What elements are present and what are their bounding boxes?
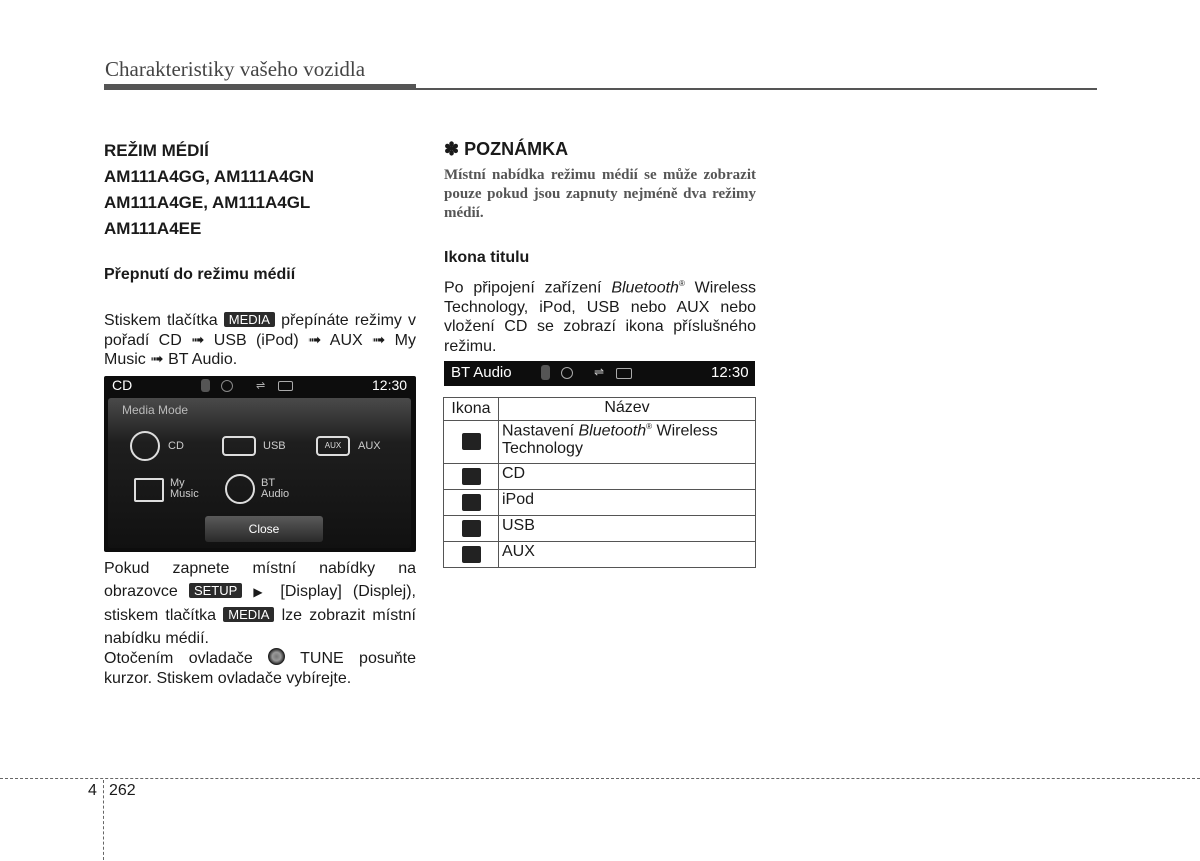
icon-section-title: Ikona titulu [444,249,530,266]
aux-item-label[interactable]: AUX [358,440,381,452]
paragraph-1: Stiskem tlačítka MEDIA přepínáte režimy v pořadí CD ➟ USB (iPod) ➟ AUX ➟ My Music ➟ BT Audio. [104,312,416,368]
heading-line: AM111A4GE, AM111A4GL [104,193,311,212]
bt-bar-clock: 12:30 [711,364,749,381]
cd-icon [462,468,481,485]
aux-icon [616,368,632,379]
bluetooth-icon [541,365,550,380]
heading-line: AM111A4GG, AM111A4GN [104,167,315,186]
setup-button-label: SETUP [189,583,242,598]
table-row: iPod [444,490,756,516]
bt-audio-status-bar [444,361,755,386]
media-button-label: MEDIA [224,312,275,327]
close-button[interactable]: Close [205,516,323,542]
table-header-row [444,398,756,421]
media-mode-screen [104,376,416,552]
table-row: AUX [444,542,756,568]
bluetooth-icon [201,379,210,392]
table-row: USB [444,516,756,542]
usb-icon: ⇌ [256,380,266,392]
icon-table [443,397,756,568]
footer-divider [0,778,1200,779]
footer-vertical-divider [103,780,104,860]
subheading: Přepnutí do režimu médií [104,266,296,283]
arrow-right-icon: ▶ [253,585,270,599]
my-music-item-label[interactable]: My Music [170,477,199,500]
paragraph-2: Pokud zapnete místní nabídky na obrazovce SETUP ▶ [Display] (Displej), stiskem tlačítka MEDIA lze zobrazit místní nabídku médií. [104,560,416,647]
cd-disc-icon[interactable] [130,431,160,461]
aux-plug-icon[interactable]: AUX [316,436,350,456]
usb-icon: ⇌ [594,365,605,379]
cd-icon [221,380,233,392]
bluetooth-icon [462,433,481,450]
note-title: ✽ POZNÁMKA [444,139,569,159]
bt-audio-icon[interactable] [225,474,255,504]
usb-icon [462,494,481,511]
tune-knob-icon [268,648,285,665]
heading-line: AM111A4EE [104,219,202,238]
chapter-number: 4 [88,782,97,799]
aux-icon [462,546,481,563]
col-header-name: Název [499,398,756,421]
usb-item-label[interactable]: USB [263,440,286,452]
section-heading [104,138,314,242]
page-header-title: Charakteristiky vašeho vozidla [105,57,366,81]
page-number: 262 [109,782,136,799]
aux-icon [278,381,293,391]
table-row: CD [444,464,756,490]
screen-clock: 12:30 [372,377,408,393]
bt-audio-item-label[interactable]: BT Audio [261,477,290,500]
icon-section-text: Po připojení zařízení Bluetooth® Wireless Technology, iPod, USB nebo AUX nebo vložení CD se zobrazí ikona příslušného režimu. [444,279,757,355]
heading-line: REŽIM MÉDIÍ [104,141,209,160]
media-button-label: MEDIA [223,607,274,622]
note-text: Místní nabídka režimu médií se může zobrazit pouze pokud jsou zapnuty nejméně dva režimy médií. [444,167,756,221]
cd-item-label[interactable]: CD [168,440,184,452]
folder-music-icon[interactable] [134,478,164,502]
header-rule-thin [416,88,1097,90]
paragraph-3: Otočením ovladače TUNE posuňte kurzor. Stiskem ovladače vybírejte. [104,650,416,687]
header-rule-thick [104,84,416,90]
panel-title: Media Mode [122,403,189,417]
usb-icon [462,520,481,537]
screen-status-bar [104,376,416,396]
col-header-icon: Ikona [444,398,499,421]
bt-bar-label: BT Audio [451,364,512,381]
media-mode-panel [108,398,411,548]
usb-stick-icon[interactable] [222,436,256,456]
screen-mode-label: CD [112,377,133,393]
table-row: Nastavení Bluetooth® Wireless Technology [444,421,756,464]
cd-icon [561,367,573,379]
